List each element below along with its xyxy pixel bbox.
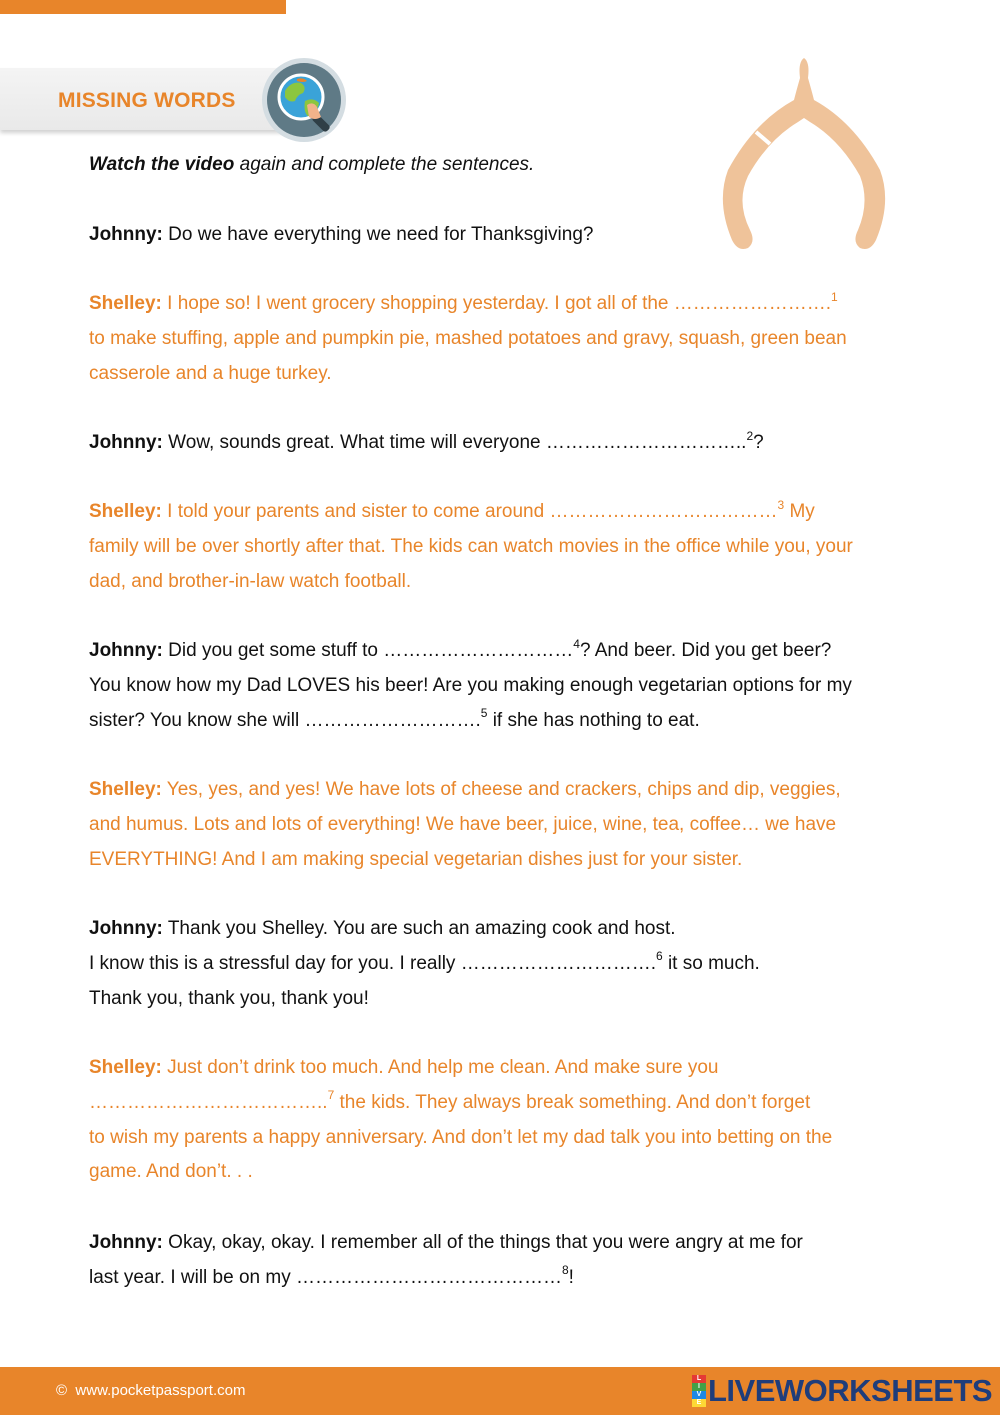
instruction-bold: Watch the video <box>89 154 235 175</box>
section-title: MISSING WORDS <box>58 89 236 112</box>
dialogue-line: I hope so! I went grocery shopping yesterday. I got all of the ……………………. <box>161 293 832 314</box>
dialogue-line: Thank you Shelley. You are such an amazing cook and host. <box>162 918 676 939</box>
dialogue-line: family will be over shortly after that. The kids can watch movies in the office while you, your <box>89 535 853 557</box>
dialogue-line: to make stuffing, apple and pumpkin pie, mashed potatoes and gravy, squash, green bean <box>89 327 847 349</box>
dialogue-line: ? And beer. Did you get beer? <box>579 640 832 661</box>
speaker-label: Johnny: <box>89 640 163 661</box>
logo-text: LIVEWORKSHEETS <box>708 1373 993 1408</box>
dialogue-shelley-2 <box>89 495 919 599</box>
dialogue-line: game. And don’t. . . <box>89 1161 253 1183</box>
dialogue-line: EVERYTHING! And I am making special vegetarian dishes just for your sister. <box>89 848 743 870</box>
top-accent-bar <box>0 0 286 14</box>
dialogue-line: ? <box>753 432 764 453</box>
copyright-icon: © <box>56 1382 68 1399</box>
dialogue-shelley-1 <box>89 287 919 391</box>
logo-letter-stack <box>692 1375 706 1407</box>
dialogue-line: to wish my parents a happy anniversary. And don’t let my dad talk you into betting on the <box>89 1126 833 1148</box>
dialogue-line: My <box>784 501 815 522</box>
dialogue-line: I told your parents and sister to come around ……………………………… <box>161 501 778 522</box>
blank-number-1: 1 <box>831 289 838 304</box>
speaker-label: Johnny: <box>89 918 163 939</box>
dialogue-shelley-4 <box>89 1051 919 1190</box>
dialogue-line: Okay, okay, okay. I remember all of the things that you were angry at me for <box>162 1232 803 1253</box>
footer-url-text[interactable]: www.pocketpassport.com <box>75 1382 246 1399</box>
logo-letter: E <box>692 1399 706 1407</box>
dialogue-line: ……………………………….. <box>89 1091 328 1113</box>
dialogue-line: if she has nothing to eat. <box>487 709 700 731</box>
dialogue-line: and humus. Lots and lots of everything! We have beer, juice, wine, tea, coffee… we have <box>89 813 837 835</box>
speaker-label: Shelley: <box>89 293 162 314</box>
instruction <box>89 148 919 183</box>
blank-number-5: 5 <box>480 706 488 721</box>
dialogue-line: the kids. They always break something. And don’t forget <box>334 1091 811 1113</box>
liveworksheets-logo[interactable] <box>692 1374 992 1408</box>
blank-number-8: 8 <box>561 1263 569 1278</box>
logo-letter: I <box>692 1383 706 1391</box>
logo-letter: L <box>692 1375 706 1383</box>
dialogue-johnny-2 <box>89 426 919 461</box>
dialogue-line: Did you get some stuff to ………………………… <box>162 640 574 661</box>
dialogue-line: casserole and a huge turkey. <box>89 362 332 384</box>
speaker-label: Johnny: <box>89 1232 163 1253</box>
blank-number-7: 7 <box>327 1088 335 1103</box>
speaker-label: Johnny: <box>89 432 163 453</box>
blank-number-3: 3 <box>777 497 785 512</box>
blank-number-6: 6 <box>655 949 663 964</box>
blank-number-2: 2 <box>746 428 754 443</box>
footer-url[interactable] <box>56 1382 245 1399</box>
dialogue-line: Wow, sounds great. What time will everyone ………………………….. <box>162 432 747 453</box>
speaker-label: Shelley: <box>89 501 162 522</box>
dialogue-line: Do we have everything we need for Thanksgiving? <box>162 224 594 245</box>
dialogue-line: Just don’t drink too much. And help me clean. And make sure you <box>161 1057 719 1078</box>
dialogue-line: ! <box>568 1266 574 1288</box>
instruction-rest: again and complete the sentences. <box>234 154 535 175</box>
dialogue-line: dad, and brother-in-law watch football. <box>89 570 412 592</box>
dialogue-johnny-1 <box>89 218 919 253</box>
dialogue-line: I know this is a stressful day for you. I really …………………………. <box>89 952 656 974</box>
dialogue-shelley-3 <box>89 773 919 877</box>
speaker-label: Johnny: <box>89 224 163 245</box>
globe-magnifier-icon <box>261 57 347 143</box>
logo-letter: V <box>692 1391 706 1399</box>
dialogue-line: last year. I will be on my …………………………………… <box>89 1266 562 1288</box>
dialogue-johnny-3 <box>89 634 919 738</box>
dialogue-line: You know how my Dad LOVES his beer! Are you making enough vegetarian options for my <box>89 674 852 696</box>
dialogue-johnny-5 <box>89 1226 919 1296</box>
dialogue-line: sister? You know she will ………………………. <box>89 709 481 731</box>
dialogue-line: Yes, yes, and yes! We have lots of cheese and crackers, chips and dip, veggies, <box>161 779 841 800</box>
speaker-label: Shelley: <box>89 1057 162 1078</box>
dialogue-johnny-4 <box>89 912 919 1016</box>
dialogue-line: Thank you, thank you, thank you! <box>89 987 369 1009</box>
dialogue-line: it so much. <box>662 952 760 974</box>
speaker-label: Shelley: <box>89 779 162 800</box>
blank-number-4: 4 <box>573 636 580 651</box>
